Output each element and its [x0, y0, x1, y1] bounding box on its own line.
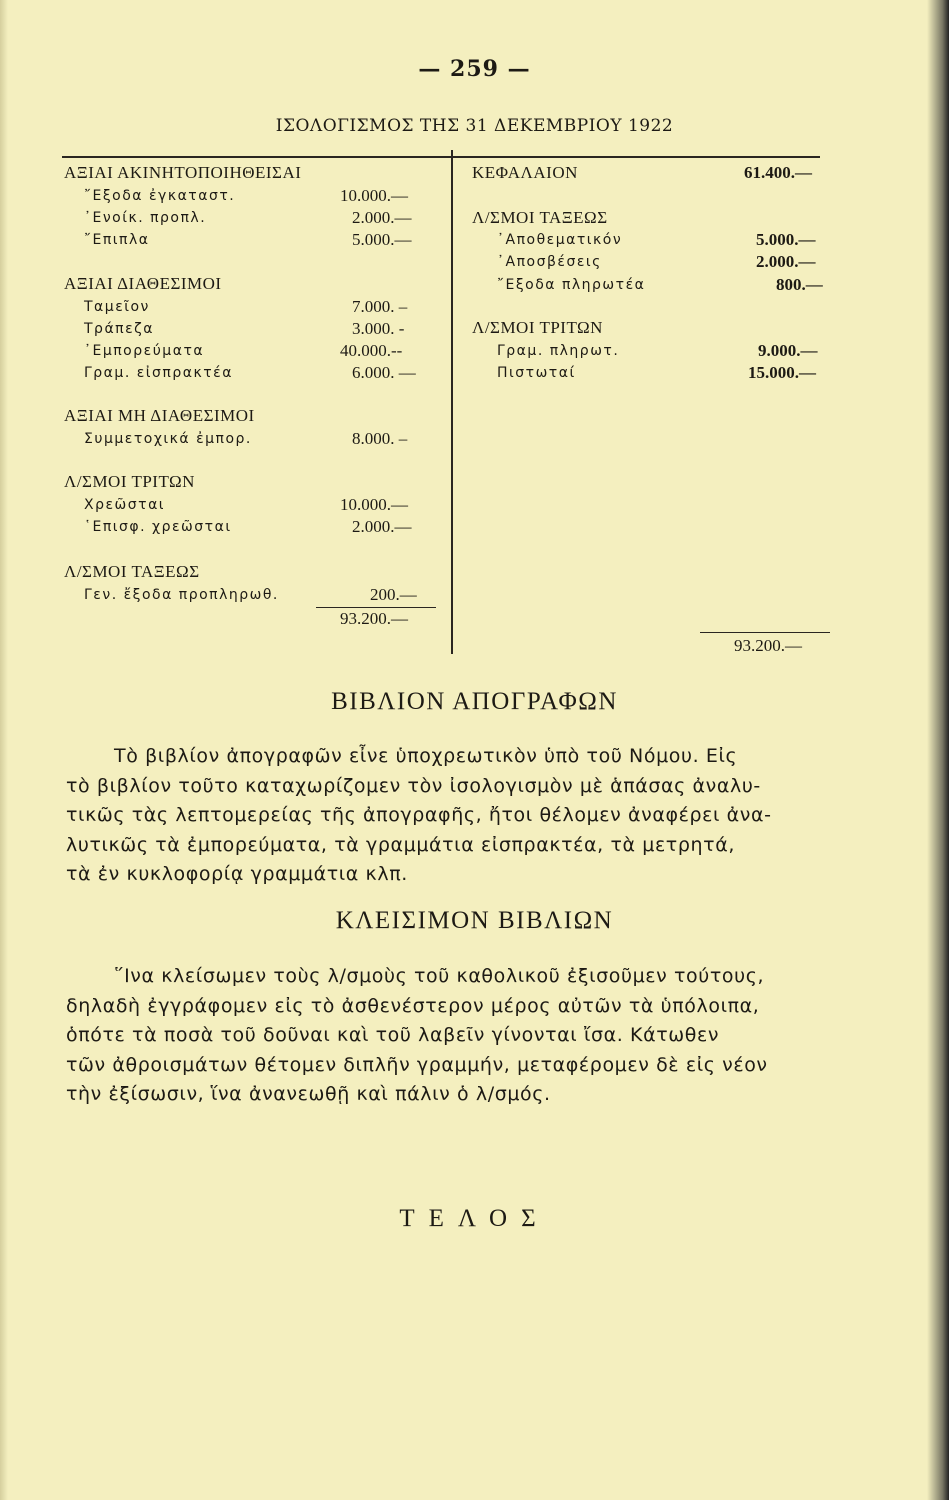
- paragraph-line: δηλαδὴ ἐγγράφομεν εἰς τὸ ἀσθενέστερον μέρος αὐτῶν τὰ ὑπόλοιπα,: [66, 994, 760, 1017]
- closing-books-paragraph: [66, 962, 841, 1110]
- page-number: — 259 —: [418, 56, 531, 82]
- paragraph-line: τὰ ἐν κυκλοφορίᾳ γραμμάτια κλπ.: [66, 863, 408, 885]
- asset-item-label: ῎Επιπλα: [84, 232, 150, 248]
- page-binding-shadow: [927, 0, 949, 1500]
- asset-item-label: Ταμεῖον: [84, 299, 150, 315]
- inventory-book-paragraph: [66, 742, 841, 890]
- asset-item-amount: 40.000.--: [340, 341, 403, 360]
- assets-available-heading: ΑΞΙΑΙ ΔΙΑΘΕΣΙΜΟΙ: [64, 274, 222, 293]
- inventory-book-heading: ΒΙΒΛΙΟΝ ΑΠΟΓΡΑΦΩΝ: [331, 688, 618, 715]
- assets-total: 93.200.—: [340, 609, 408, 628]
- asset-item-amount: 2.000.—: [352, 208, 412, 227]
- asset-item-label: Συμμετοχικά ἐμπορ.: [84, 431, 252, 447]
- liabilities-total: 93.200.—: [734, 636, 802, 655]
- assets-fixed-heading: ΑΞΙΑΙ ΑΚΙΝΗΤΟΠΟΙΗΘΕΙΣΑΙ: [64, 163, 302, 182]
- liability-item-label: ᾿Αποθεματικόν: [497, 232, 623, 248]
- asset-item-amount: 200.—: [370, 585, 417, 604]
- liability-item-label: ῎Εξοδα πληρωτέα: [497, 277, 646, 293]
- paragraph-line: Τὸ βιβλίον ἀπογραφῶν εἶνε ὑποχρεωτικὸν ὑπὸ τοῦ Νόμου. Εἰς: [114, 745, 738, 767]
- asset-item-label: Γραμ. εἰσπρακτέα: [84, 365, 233, 381]
- liability-item-label: Πιστωταί: [497, 365, 576, 381]
- assets-third-party-heading: Λ/ΣΜΟΙ ΤΡΙΤΩΝ: [64, 472, 195, 491]
- liability-item-amount: 5.000.—: [756, 230, 816, 249]
- liabilities-capital-label: ΚΕΦΑΛΑΙΟΝ: [472, 163, 578, 182]
- balance-sheet-top-rule: [62, 156, 820, 158]
- assets-total-rule: [316, 607, 436, 608]
- asset-item-label: Γεν. ἔξοδα προπληρωθ.: [84, 587, 279, 603]
- asset-item-amount: 10.000.—: [340, 495, 408, 514]
- asset-item-label: Τράπεζα: [84, 321, 155, 337]
- paragraph-line: ὁπότε τὰ ποσὰ τοῦ δοῦναι καὶ τοῦ λαβεῖν γίνονται ἴσα. Κάτωθεν: [66, 1024, 720, 1046]
- asset-item-amount: 2.000.—: [352, 517, 412, 536]
- balance-sheet-title: ΙΣΟΛΟΓΙΣΜΟΣ ΤΗΣ 31 ΔΕΚΕΜΒΡΙΟΥ 1922: [275, 116, 674, 136]
- page-left-edge: [0, 0, 8, 1500]
- paragraph-line: τὸ βιβλίον τοῦτο καταχωρίζομεν τὸν ἰσολογισμὸν μὲ ἁπάσας ἀναλυ-: [66, 774, 761, 797]
- asset-item-amount: 8.000. –: [352, 429, 408, 448]
- balance-sheet-center-divider: [451, 150, 453, 654]
- paragraph-line: τὴν ἐξίσωσιν, ἵνα ἀνανεωθῇ καὶ πάλιν ὁ λ/σμός.: [66, 1083, 551, 1105]
- assets-unavailable-heading: ΑΞΙΑΙ ΜΗ ΔΙΑΘΕΣΙΜΟΙ: [64, 406, 255, 425]
- liabilities-order-heading: Λ/ΣΜΟΙ ΤΑΞΕΩΣ: [472, 208, 608, 227]
- assets-order-heading: Λ/ΣΜΟΙ ΤΑΞΕΩΣ: [64, 562, 200, 581]
- end-marker: ΤΕΛΟΣ: [399, 1205, 550, 1232]
- liabilities-capital-amount: 61.400.—: [744, 163, 812, 182]
- liabilities-total-rule: [700, 632, 830, 633]
- paragraph-line: λυτικῶς τὰ ἐμπορεύματα, τὰ γραμμάτια εἰσπρακτέα, τὰ μετρητά,: [66, 833, 735, 856]
- asset-item-amount: 10.000.—: [340, 186, 408, 205]
- asset-item-amount: 5.000.—: [352, 230, 412, 249]
- paragraph-line: ῞Ινα κλείσωμεν τοὺς λ/σμοὺς τοῦ καθολικοῦ ἐξισοῦμεν τούτους,: [114, 965, 765, 987]
- asset-item-label: Χρεῶσται: [84, 497, 166, 513]
- liability-item-amount: 9.000.—: [758, 341, 818, 360]
- liability-item-label: ᾿Αποσβέσεις: [497, 254, 602, 270]
- asset-item-label: ᾿Ενοίκ. προπλ.: [84, 210, 207, 226]
- liabilities-third-party-heading: Λ/ΣΜΟΙ ΤΡΙΤΩΝ: [472, 318, 603, 337]
- liability-item-amount: 15.000.—: [748, 363, 816, 382]
- paragraph-line: τῶν ἀθροισμάτων θέτομεν διπλῆν γραμμήν, μεταφέρομεν δὲ εἰς νέον: [66, 1053, 768, 1076]
- asset-item-amount: 7.000. –: [352, 297, 408, 316]
- asset-item-label: ῎Εξοδα ἐγκαταστ.: [84, 188, 236, 204]
- asset-item-label: ᾿Εμπορεύματα: [84, 343, 205, 359]
- asset-item-label: ῾Επισφ. χρεῶσται: [84, 519, 232, 535]
- asset-item-amount: 6.000. —: [352, 363, 416, 382]
- liability-item-amount: 800.—: [776, 275, 823, 294]
- liability-item-amount: 2.000.—: [756, 252, 816, 271]
- asset-item-amount: 3.000. -: [352, 319, 405, 338]
- liability-item-label: Γραμ. πληρωτ.: [497, 343, 620, 359]
- paragraph-line: τικῶς τὰς λεπτομερείας τῆς ἀπογραφῆς, ἤτοι θέλομεν ἀναφέρει ἀνα-: [66, 804, 772, 826]
- closing-books-heading: ΚΛΕΙΣΙΜΟΝ ΒΙΒΛΙΩΝ: [335, 907, 614, 934]
